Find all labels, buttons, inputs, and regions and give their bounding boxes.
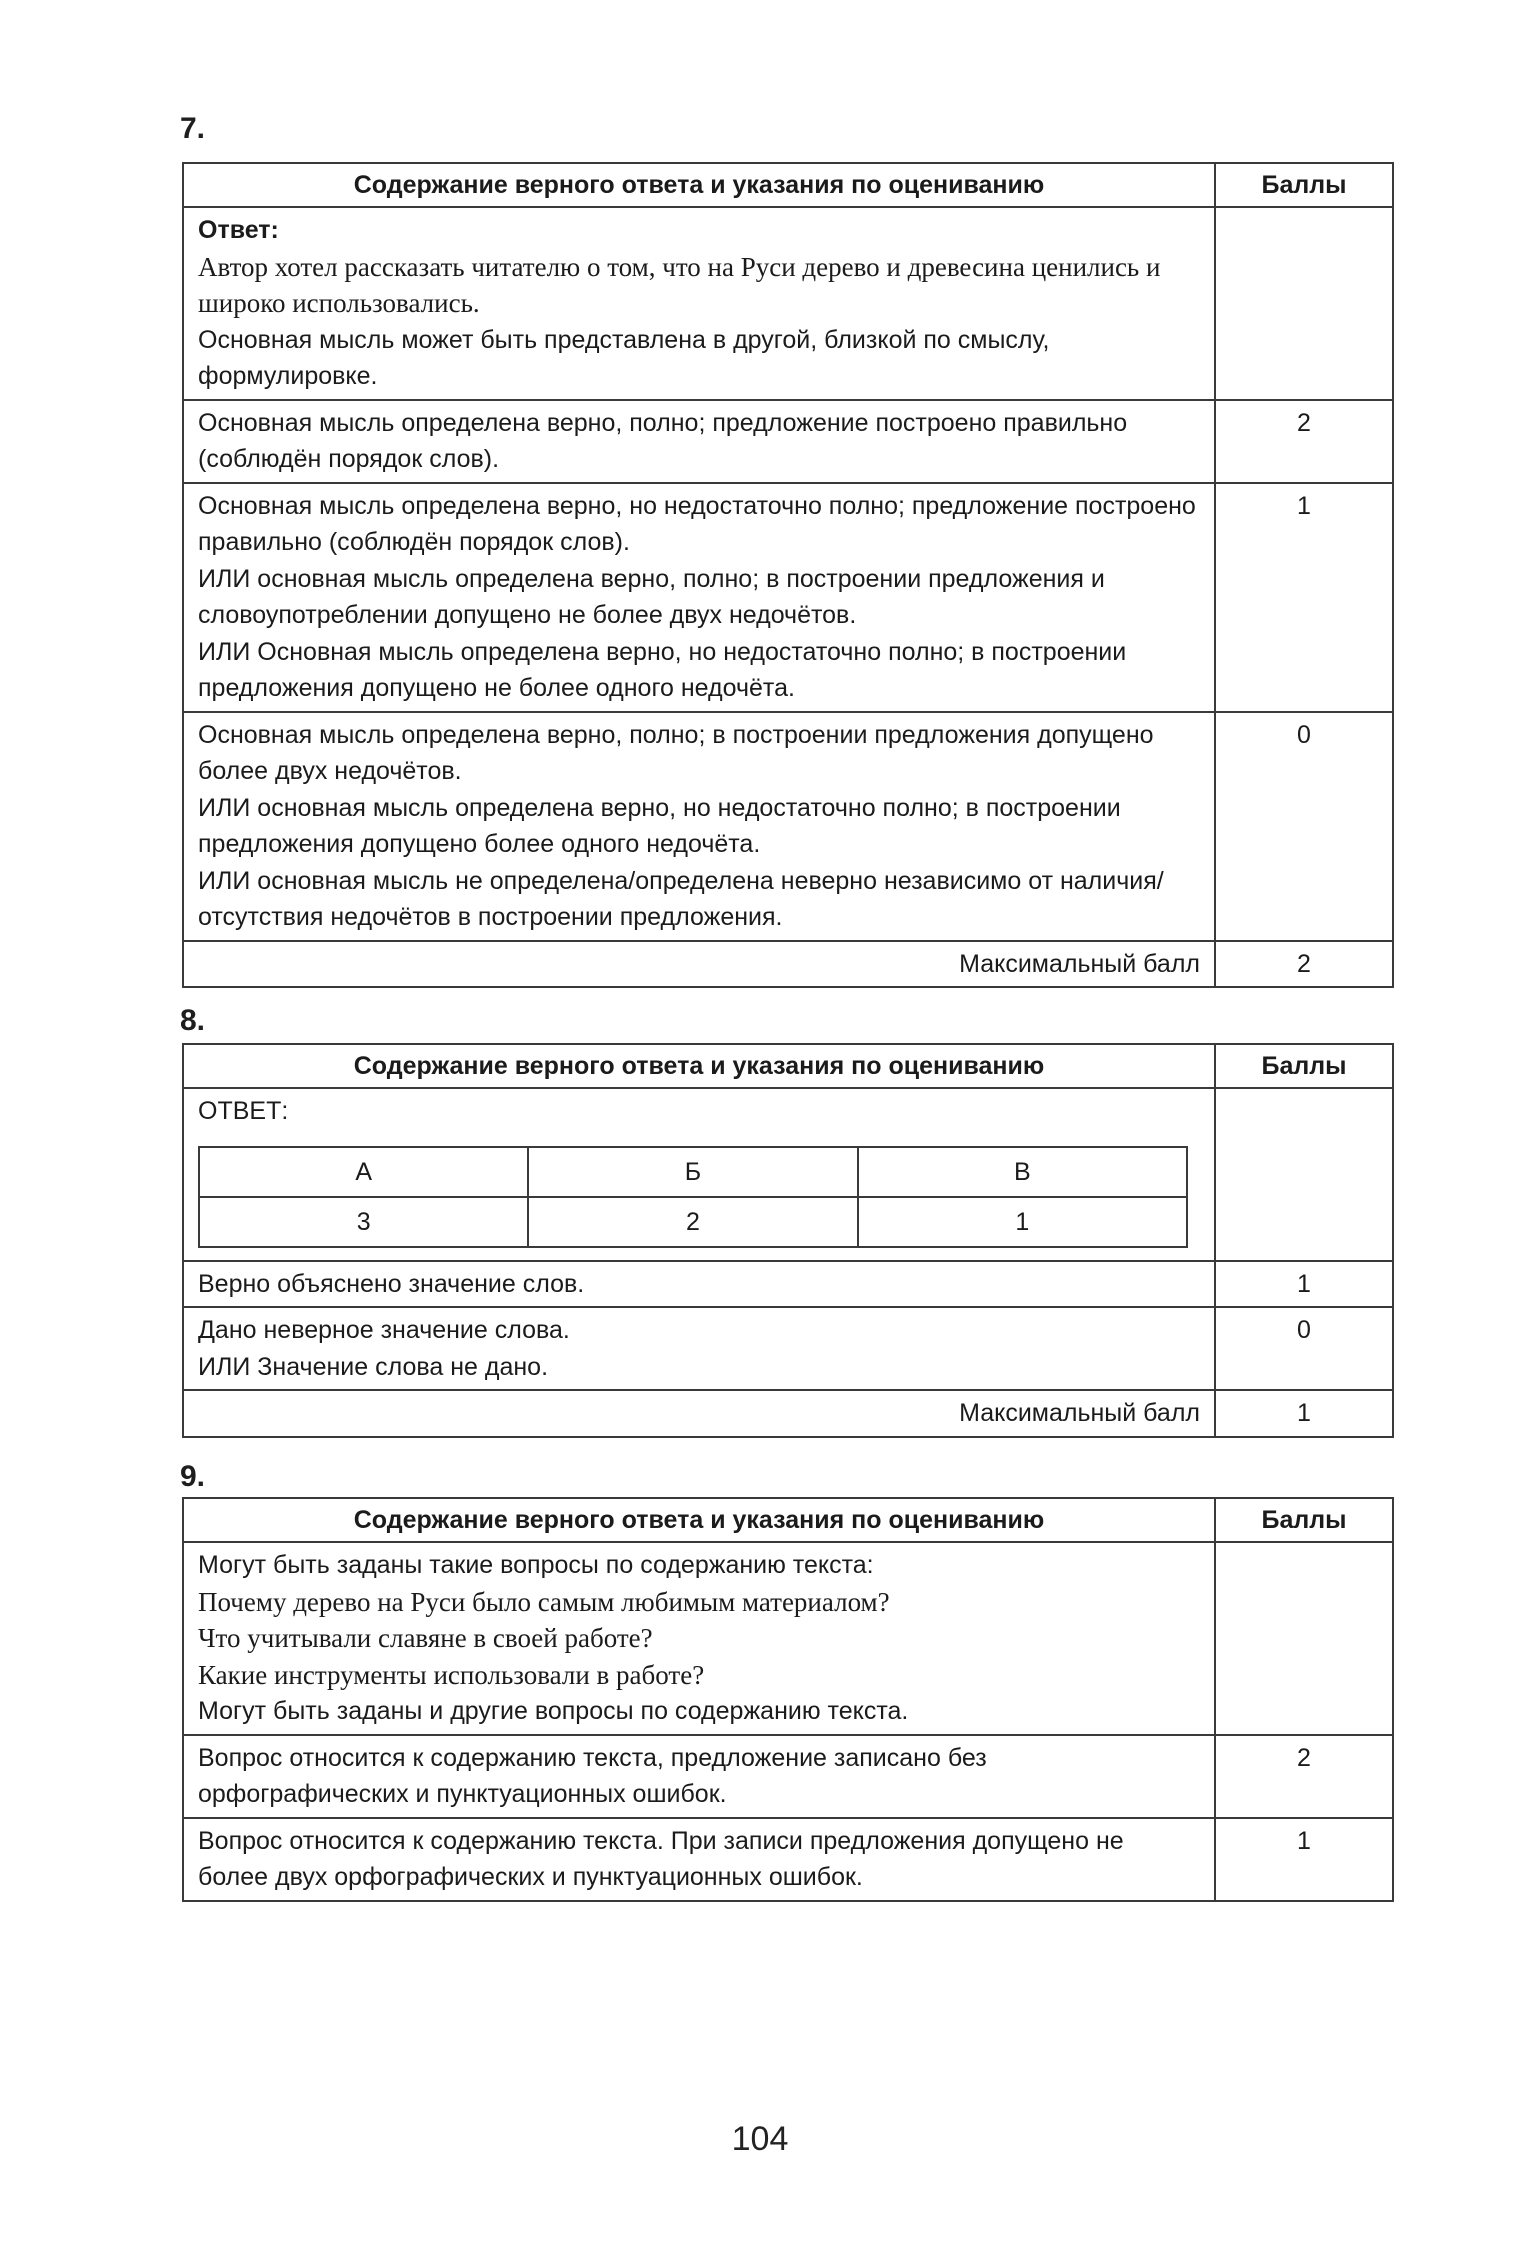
- criteria-row: [183, 1818, 1393, 1901]
- criteria-line: Верно объяснено значение слов.: [198, 1269, 585, 1298]
- answer-key-table: [198, 1146, 1188, 1248]
- answer-label: Ответ:: [198, 216, 279, 244]
- answer-cell: [183, 1088, 1215, 1261]
- criteria-line: Основная мысль определена верно, полно; в построении предложения допущено более двух недочётов.: [198, 720, 1154, 785]
- points-column-header: Баллы: [1215, 163, 1393, 207]
- criteria-text: [183, 483, 1215, 712]
- content-column-header: Содержание верного ответа и указания по оцениванию: [183, 1044, 1215, 1088]
- criteria-line: ИЛИ основная мысль не определена/определена неверно независимо от наличия/отсутствия недочётов в построении предложения.: [198, 866, 1164, 931]
- criteria-line: Основная мысль определена верно, полно; предложение построено правильно (соблюдён порядок слов).: [198, 408, 1128, 473]
- task-7-number: 7.: [180, 112, 206, 145]
- answer-points-cell: [1215, 1542, 1393, 1735]
- criteria-text: [183, 1735, 1215, 1818]
- criteria-text: [183, 400, 1215, 483]
- criteria-text: [183, 1307, 1215, 1390]
- answer-points-cell: [1215, 207, 1393, 400]
- criteria-line: Дано неверное значение слова.: [198, 1316, 570, 1344]
- task-8-table: [182, 1043, 1394, 1438]
- criteria-line: ИЛИ основная мысль определена верно, полно; в построении предложения и словоупотреблении допущено не более двух недочётов.: [198, 564, 1105, 629]
- criteria-text: [183, 1818, 1215, 1901]
- task-9-number: 9.: [180, 1460, 206, 1493]
- criteria-line: Основная мысль определена верно, но недостаточно полно; предложение построено правильно (соблюдён порядок слов).: [198, 491, 1196, 556]
- answer-key-header-row: [199, 1147, 1187, 1197]
- criteria-text: [183, 1261, 1215, 1308]
- max-score-label: Максимальный балл: [183, 941, 1215, 988]
- criteria-text: [183, 712, 1215, 941]
- criteria-line: Вопрос относится к содержанию текста, предложение записано без орфографических и пунктуационных ошибок.: [198, 1743, 987, 1808]
- criteria-points: 1: [1215, 483, 1393, 712]
- answer-key-value: 1: [858, 1197, 1187, 1247]
- answer-key-column: Б: [528, 1147, 857, 1197]
- answer-points-cell: [1215, 1088, 1393, 1261]
- answer-cell: [183, 1542, 1215, 1735]
- points-column-header: Баллы: [1215, 1498, 1393, 1542]
- max-score-row: [183, 941, 1393, 988]
- answer-key-column: А: [199, 1147, 528, 1197]
- sample-question: Что учитывали славяне в своей работе?: [198, 1623, 653, 1653]
- content-column-header: Содержание верного ответа и указания по оцениванию: [183, 163, 1215, 207]
- answer-text: Автор хотел рассказать читателю о том, что на Руси дерево и древесина ценились и широко использовались.: [198, 251, 1161, 318]
- criteria-row: [183, 483, 1393, 712]
- max-score-value: 1: [1215, 1390, 1393, 1437]
- answer-key-value: 3: [199, 1197, 528, 1247]
- content-column-header: Содержание верного ответа и указания по оцениванию: [183, 1498, 1215, 1542]
- max-score-value: 2: [1215, 941, 1393, 988]
- criteria-points: 2: [1215, 400, 1393, 483]
- answer-cell: [183, 207, 1215, 400]
- answer-outro: Могут быть заданы и другие вопросы по содержанию текста.: [198, 1697, 909, 1725]
- task-7-table: [182, 162, 1394, 988]
- criteria-row: [183, 1307, 1393, 1390]
- points-column-header: Баллы: [1215, 1044, 1393, 1088]
- table-header-row: [183, 1498, 1393, 1542]
- table-header-row: [183, 163, 1393, 207]
- answer-row: [183, 1542, 1393, 1735]
- max-score-label: Максимальный балл: [183, 1390, 1215, 1437]
- criteria-row: [183, 400, 1393, 483]
- page-number: 104: [731, 2120, 789, 2158]
- criteria-row: [183, 712, 1393, 941]
- criteria-points: 1: [1215, 1818, 1393, 1901]
- criteria-row: [183, 1735, 1393, 1818]
- answer-key-column: В: [858, 1147, 1187, 1197]
- criteria-line: ИЛИ Основная мысль определена верно, но недостаточно полно; в построении предложения допущено не более одного недочёта.: [198, 637, 1127, 702]
- answer-key-value-row: [199, 1197, 1187, 1247]
- criteria-points: 0: [1215, 1307, 1393, 1390]
- criteria-points: 2: [1215, 1735, 1393, 1818]
- criteria-points: 0: [1215, 712, 1393, 941]
- answer-row: [183, 207, 1393, 400]
- table-header-row: [183, 1044, 1393, 1088]
- answer-row: [183, 1088, 1393, 1261]
- answer-key-value: 2: [528, 1197, 857, 1247]
- criteria-row: [183, 1261, 1393, 1308]
- sample-question: Какие инструменты использовали в работе?: [198, 1659, 705, 1690]
- criteria-line: ИЛИ Значение слова не дано.: [198, 1352, 549, 1381]
- criteria-line: Вопрос относится к содержанию текста. При записи предложения допущено не более двух орфографических и пунктуационных ошибок.: [198, 1826, 1124, 1891]
- answer-label: ОТВЕТ:: [198, 1097, 289, 1125]
- criteria-points: 1: [1215, 1261, 1393, 1308]
- max-score-row: [183, 1390, 1393, 1437]
- task-8-number: 8.: [180, 1004, 206, 1037]
- sample-question: Почему дерево на Руси было самым любимым материалом?: [198, 1586, 890, 1617]
- criteria-line: ИЛИ основная мысль определена верно, но недостаточно полно; в построении предложения допущено более одного недочёта.: [198, 793, 1121, 858]
- answer-note: Основная мысль может быть представлена в другой, близкой по смыслу, формулировке.: [198, 325, 1050, 390]
- answer-intro: Могут быть заданы такие вопросы по содержанию текста:: [198, 1551, 874, 1579]
- task-9-table: [182, 1497, 1394, 1902]
